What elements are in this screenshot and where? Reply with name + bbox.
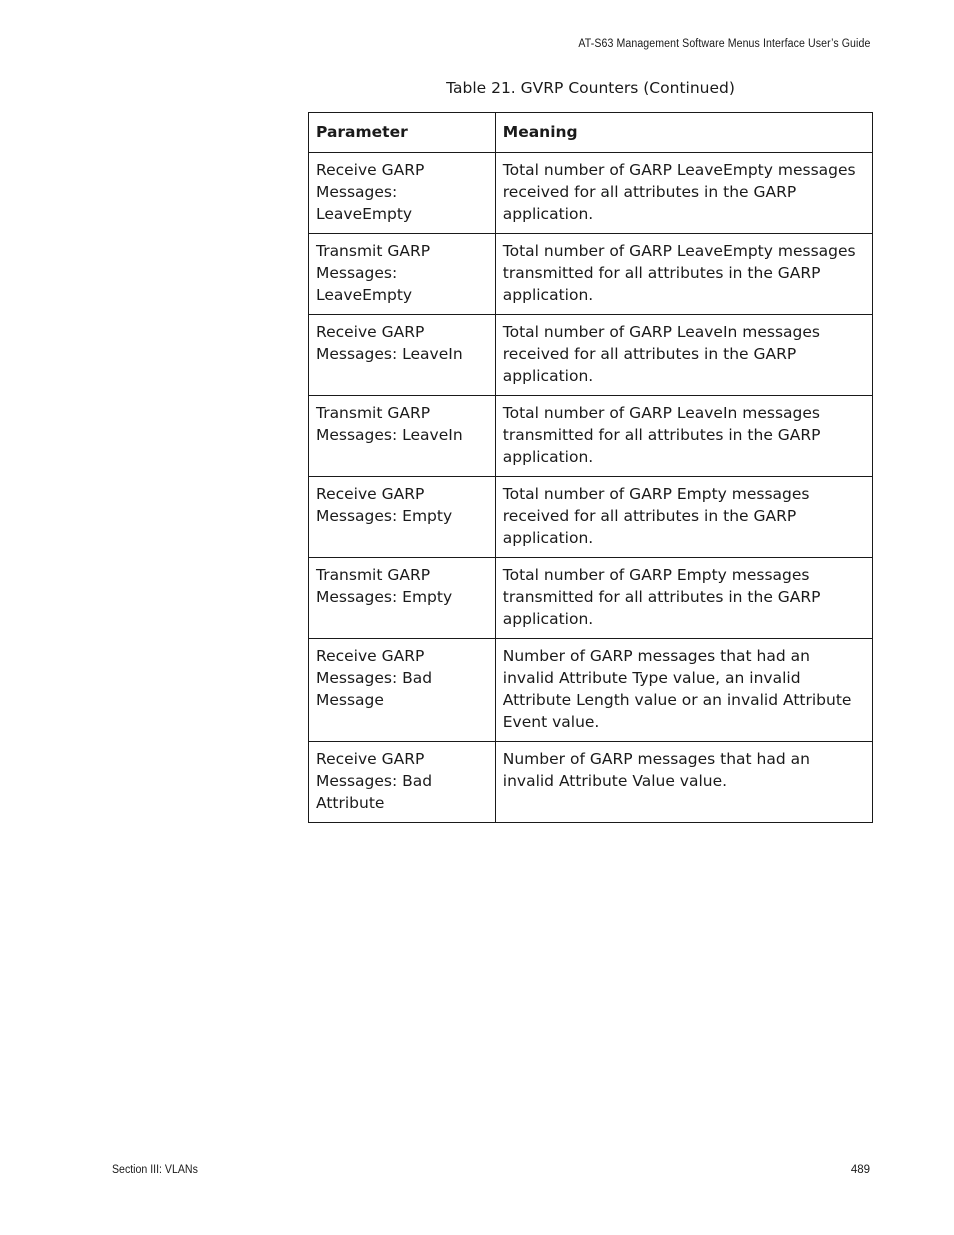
table-caption: Table 21. GVRP Counters (Continued) <box>446 79 735 97</box>
table-row <box>309 396 873 477</box>
meaning-cell: Total number of GARP LeaveEmpty messages received for all attributes in the GARP application. <box>495 153 872 234</box>
page-number: 489 <box>850 1164 870 1176</box>
meaning-cell: Total number of GARP LeaveIn messages received for all attributes in the GARP application. <box>495 315 872 396</box>
table-row <box>309 153 873 234</box>
table-row <box>309 315 873 396</box>
parameter-cell: Receive GARP Messages: Bad Attribute <box>309 742 496 823</box>
table-row <box>309 477 873 558</box>
table-row <box>309 558 873 639</box>
meaning-cell: Total number of GARP Empty messages received for all attributes in the GARP application. <box>495 477 872 558</box>
table-row <box>309 639 873 742</box>
running-header: AT-S63 Management Software Menus Interface User’s Guide <box>577 38 870 50</box>
parameter-cell: Receive GARP Messages: Bad Message <box>309 639 496 742</box>
parameter-cell: Transmit GARP Messages: Empty <box>309 558 496 639</box>
meaning-cell: Total number of GARP LeaveIn messages transmitted for all attributes in the GARP application. <box>495 396 872 477</box>
parameter-cell: Receive GARP Messages: LeaveIn <box>309 315 496 396</box>
parameter-cell: Receive GARP Messages: LeaveEmpty <box>309 153 496 234</box>
parameter-cell: Transmit GARP Messages: LeaveIn <box>309 396 496 477</box>
meaning-cell: Number of GARP messages that had an invalid Attribute Value value. <box>495 742 872 823</box>
gvrp-counters-table <box>308 112 873 823</box>
parameter-cell: Transmit GARP Messages: LeaveEmpty <box>309 234 496 315</box>
meaning-cell: Number of GARP messages that had an invalid Attribute Type value, an invalid Attribute Length value or an invalid Attribute Event value. <box>495 639 872 742</box>
meaning-cell: Total number of GARP Empty messages transmitted for all attributes in the GARP application. <box>495 558 872 639</box>
table-row <box>309 234 873 315</box>
column-header-meaning: Meaning <box>495 113 872 153</box>
parameter-cell: Receive GARP Messages: Empty <box>309 477 496 558</box>
table-header-row <box>309 113 873 153</box>
table-row <box>309 742 873 823</box>
meaning-cell: Total number of GARP LeaveEmpty messages transmitted for all attributes in the GARP application. <box>495 234 872 315</box>
footer-section-label: Section III: VLANs <box>112 1164 198 1176</box>
column-header-parameter: Parameter <box>309 113 496 153</box>
